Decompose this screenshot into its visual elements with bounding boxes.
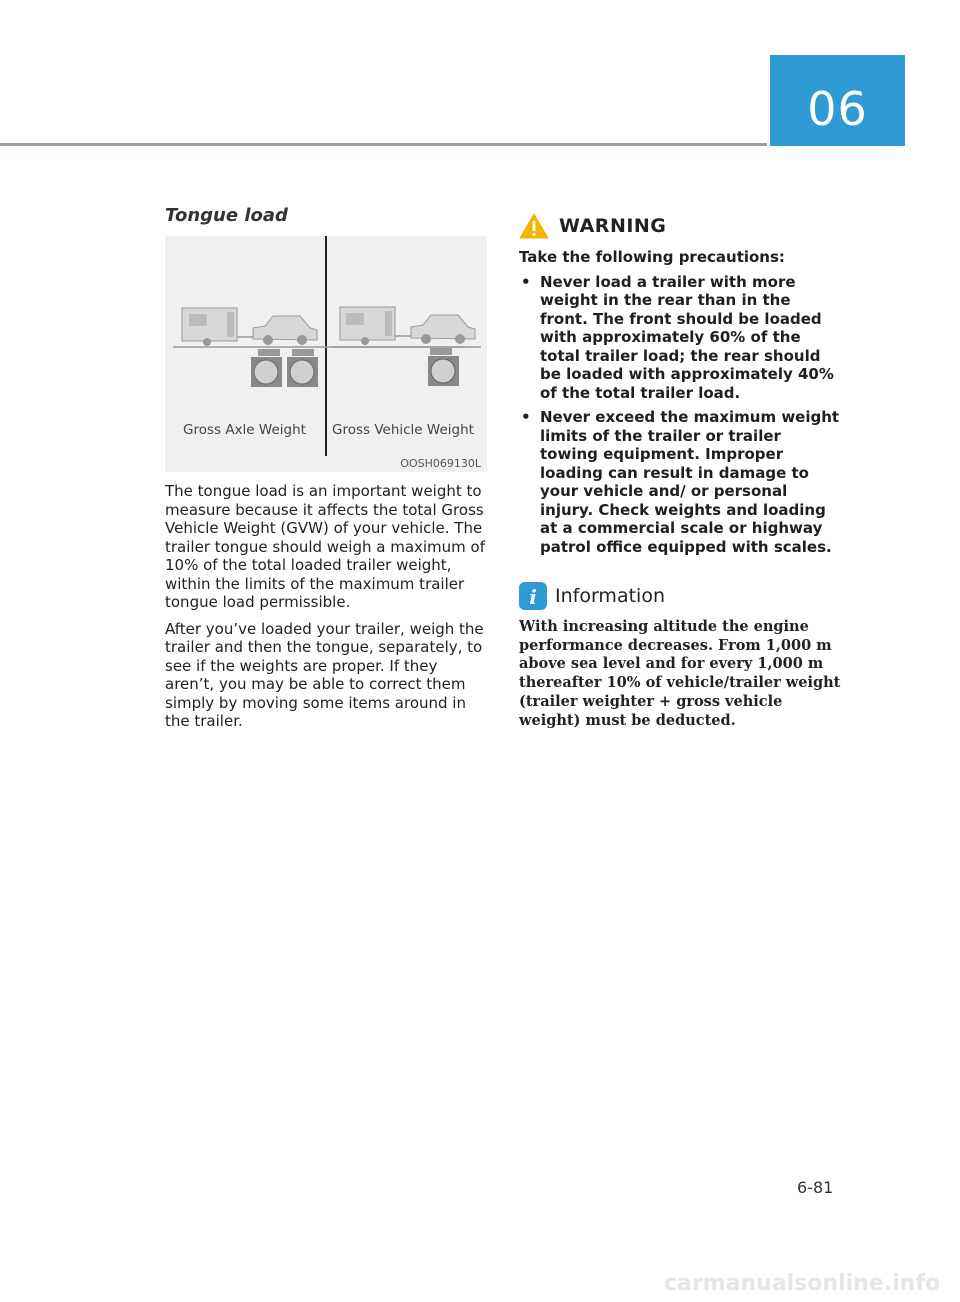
info-header (519, 582, 841, 610)
page-number: 6-81 (797, 1178, 834, 1197)
left-column (165, 205, 487, 731)
warning-item-text: Never load a trailer with more weight in the rear than in the front. The front should be loaded with approximately 60% of the total trailer load; the rear should be loaded with approximately 40% of the total trailer load. (540, 272, 834, 402)
right-column (519, 212, 841, 730)
chapter-tab: 06 (770, 55, 905, 146)
warning-list (519, 273, 841, 557)
figure-code: OOSH069130L (400, 457, 481, 470)
watermark-text: carmanualsonline.info (664, 1271, 940, 1296)
tongue-load-figure (165, 236, 487, 472)
info-text: With increasing altitude the engine performance decreases. From 1,000 m above sea level and for every 1,000 m thereafter 10% of vehicle/trailer weight (trailer weighter + gross vehicle weight) must be deducted. (519, 618, 841, 729)
right-trailer-car-drawing (331, 307, 481, 386)
warning-title: WARNING (559, 215, 667, 237)
warning-intro: Take the following precautions: (519, 248, 785, 266)
warning-triangle-icon (519, 213, 549, 239)
svg-text:i: i (529, 585, 537, 609)
paragraph-2: After you’ve loaded your trailer, weigh the trailer and then the tongue, separately, to see if the weights are proper. If they aren’t, you may be able to correct them simply by moving some items around in the trailer. (165, 619, 484, 730)
gross-axle-weight-label: Gross Axle Weight (183, 422, 306, 438)
warning-item-text: Never exceed the maximum weight limits of the trailer or trailer towing equipment. Improper loading can result in damage to your vehicle and/ or personal injury. Check weights and loading at a commercial scale or highway patrol office equipped with scales. (540, 408, 840, 556)
gross-vehicle-weight-label: Gross Vehicle Weight (332, 422, 474, 438)
section-title: Tongue load (165, 205, 288, 226)
warning-item (519, 273, 841, 403)
info-icon (519, 582, 547, 610)
watermark-logo (640, 1260, 940, 1300)
warning-header (519, 212, 841, 240)
info-title: Information (555, 585, 665, 607)
bullet: • (521, 272, 531, 291)
bullet: • (521, 408, 531, 426)
paragraph-1: The tongue load is an important weight to measure because it affects the total Gross Vehicle Weight (GVW) of your vehicle. The trailer tongue should weigh a maximum of 10% of the total loaded trailer weight, within the limits of the maximum trailer tongue load permissible. (165, 482, 486, 611)
header-rule (0, 143, 767, 146)
warning-item (519, 408, 841, 556)
